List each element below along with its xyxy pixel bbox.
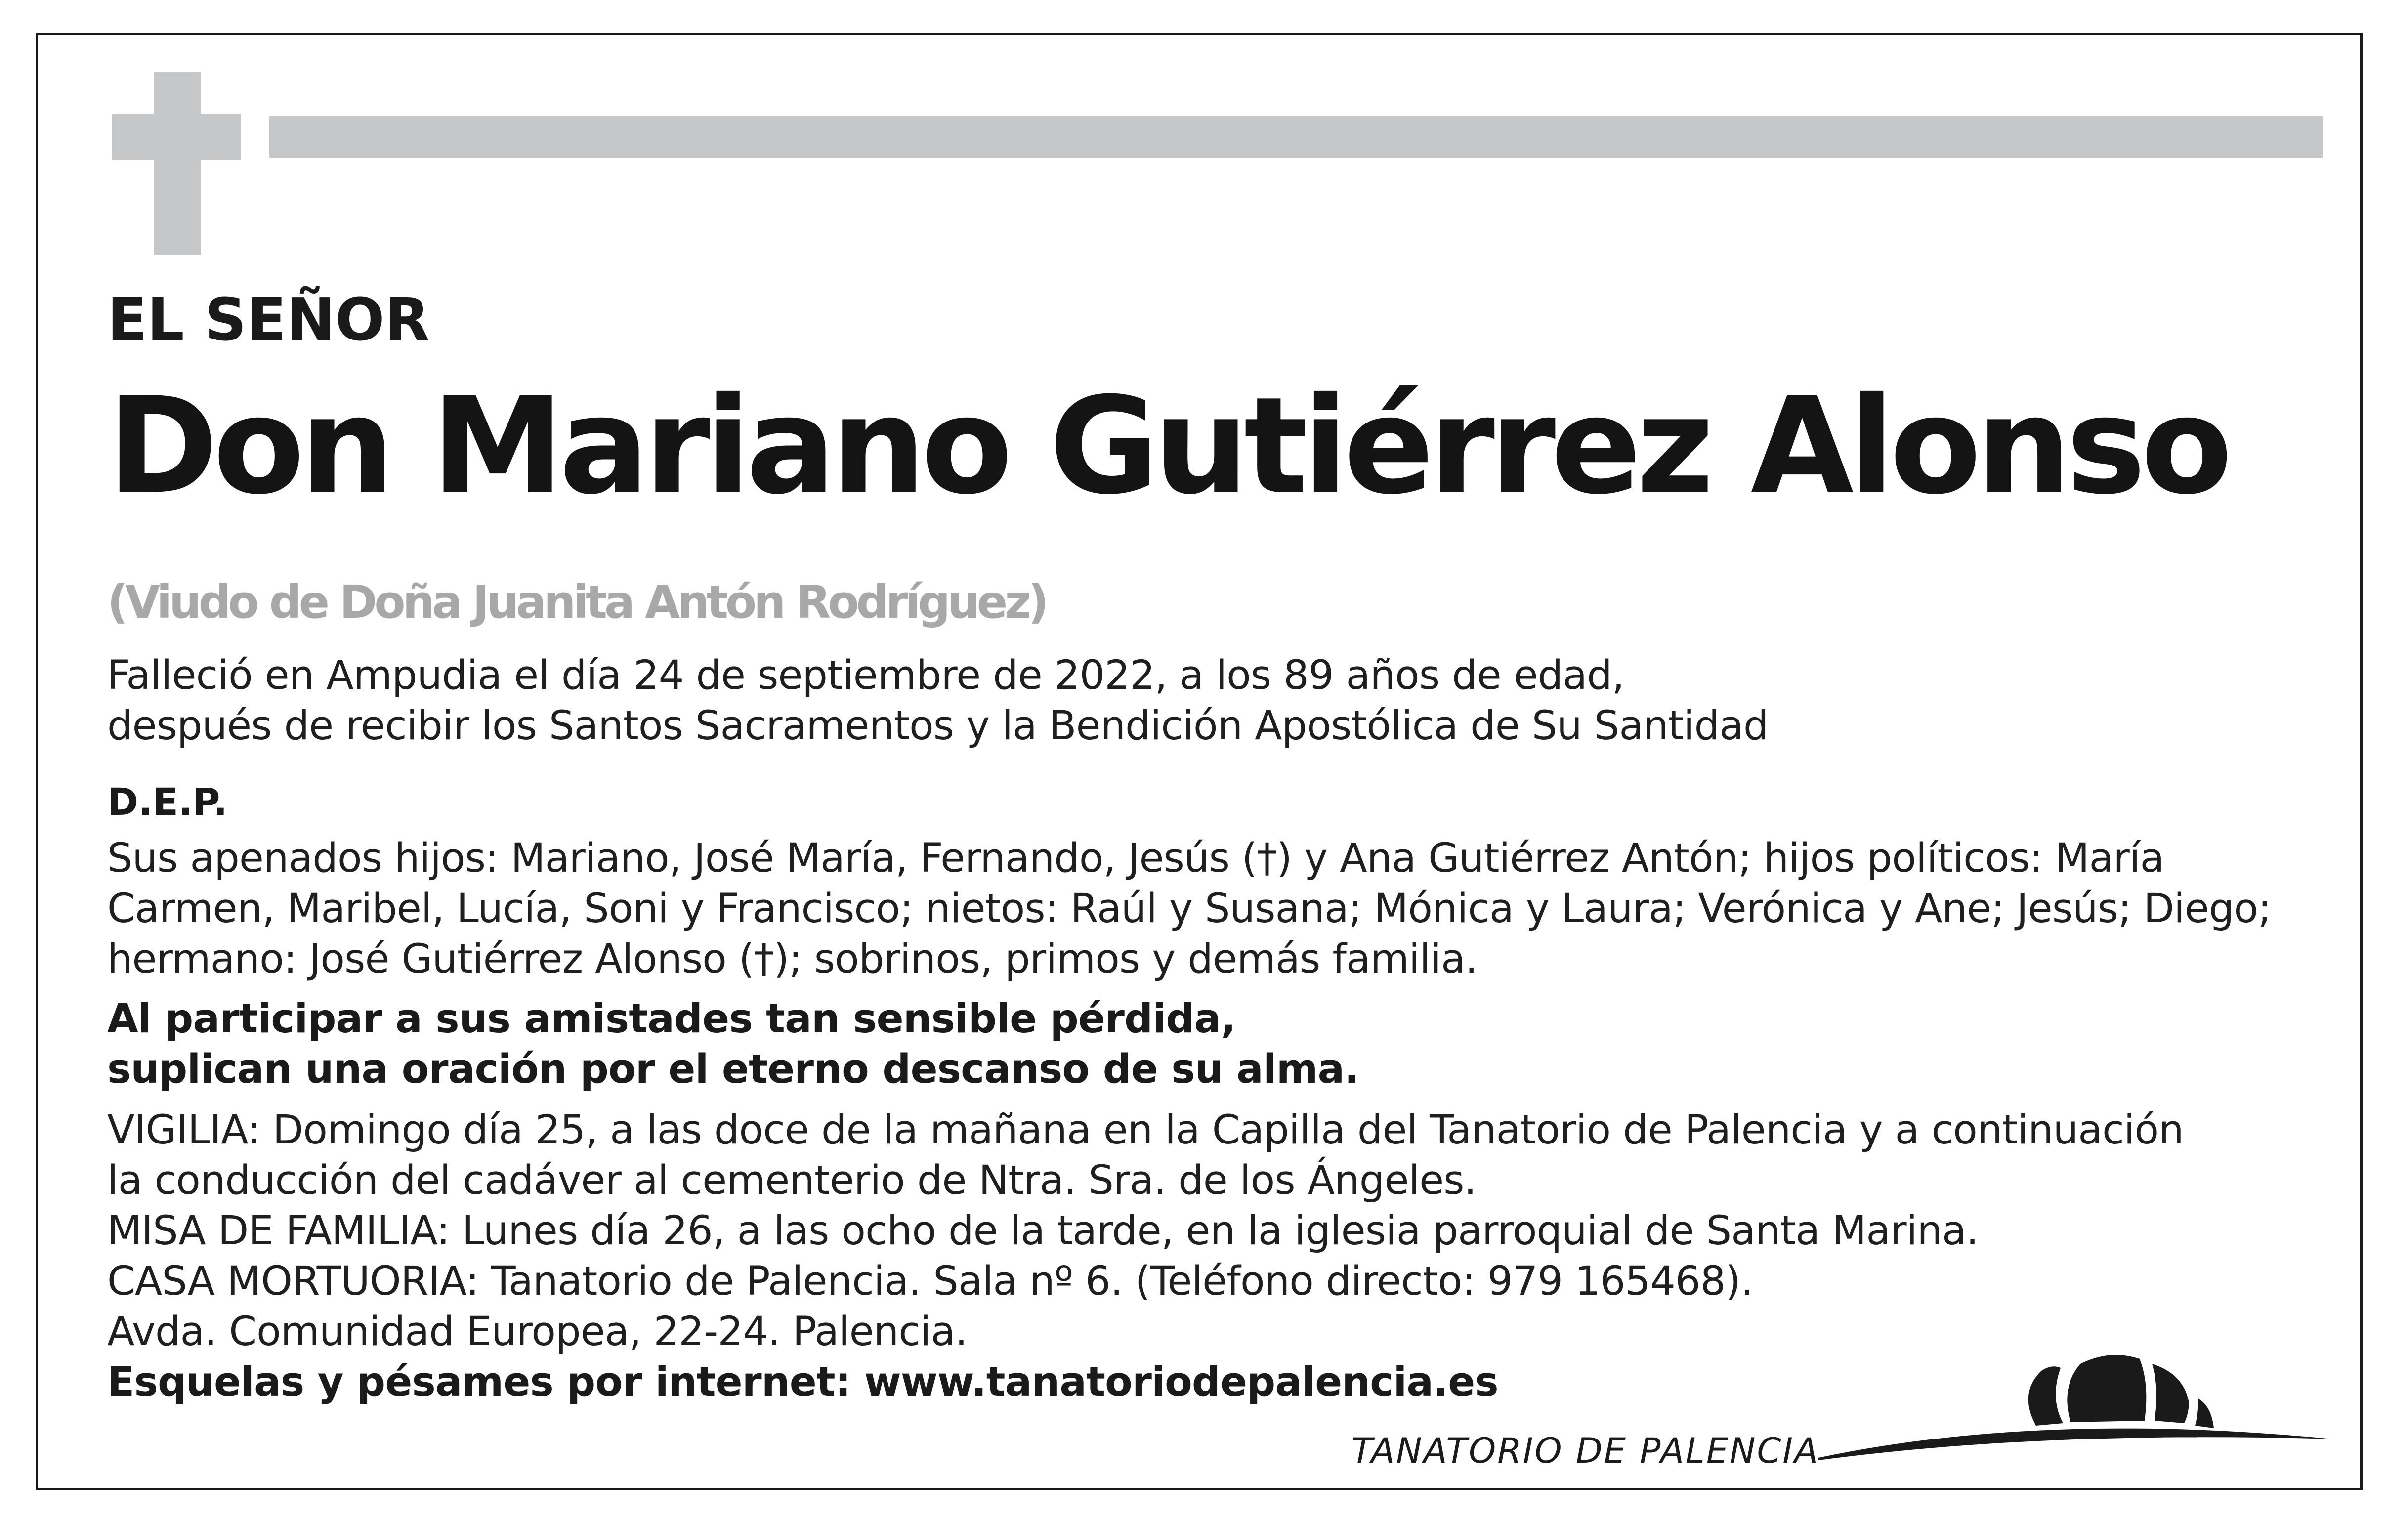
address: Avda. Comunidad Europea, 22-24. Palencia. [107, 1309, 968, 1355]
family-line2: Carmen, Maribel, Lucía, Soni y Francisco; nietos: Raúl y Susana; Mónica y Laura; Verónica y Ane; Jesús; Diego; [107, 886, 2271, 932]
widow-of: (Viudo de Doña Juanita Antón Rodríguez) [107, 576, 1046, 629]
funeral-home: CASA MORTUORIA: Tanatorio de Palencia. Sala nº 6. (Teléfono directo: 979 165468). [107, 1258, 1753, 1305]
family-line1: Sus apenados hijos: Mariano, José María, Fernando, Jesús (†) y Ana Gutiérrez Antón; hijos políticos: María [107, 835, 2164, 882]
death-notice-line1: Falleció en Ampudia el día 24 de septiembre de 2022, a los 89 años de edad, [107, 652, 1624, 699]
cross-icon-vertical [154, 72, 201, 255]
death-notice-line2: después de recibir los Santos Sacramentos y la Bendición Apostólica de Su Santidad [107, 703, 1769, 749]
cross-icon-horizontal [112, 114, 241, 160]
deceased-name: Don Mariano Gutiérrez Alonso [107, 368, 2228, 524]
title-label: EL SEÑOR [107, 286, 430, 354]
vigil-line2: la conducción del cadáver al cementerio de Ntra. Sra. de los Ángeles. [107, 1157, 1477, 1204]
family-mass: MISA DE FAMILIA: Lunes día 26, a las ocho de la tarde, en la iglesia parroquial de Santa Marina. [107, 1208, 1979, 1254]
request-line1: Al participar a sus amistades tan sensible pérdida, [107, 996, 1236, 1042]
dep: D.E.P. [107, 780, 228, 824]
header-bar [269, 116, 2323, 158]
vigil-line1: VIGILIA: Domingo día 25, a las doce de la mañana en la Capilla del Tanatorio de Palencia y a continuación [107, 1107, 2184, 1153]
online-condolences: Esquelas y pésames por internet: www.tanatoriodepalencia.es [107, 1359, 1498, 1405]
family-line3: hermano: José Gutiérrez Alonso (†); sobrinos, primos y demás familia. [107, 936, 1478, 982]
logo-text: TANATORIO DE PALENCIA [1352, 1431, 1819, 1471]
request-line2: suplican una oración por el eterno descanso de su alma. [107, 1046, 1359, 1093]
